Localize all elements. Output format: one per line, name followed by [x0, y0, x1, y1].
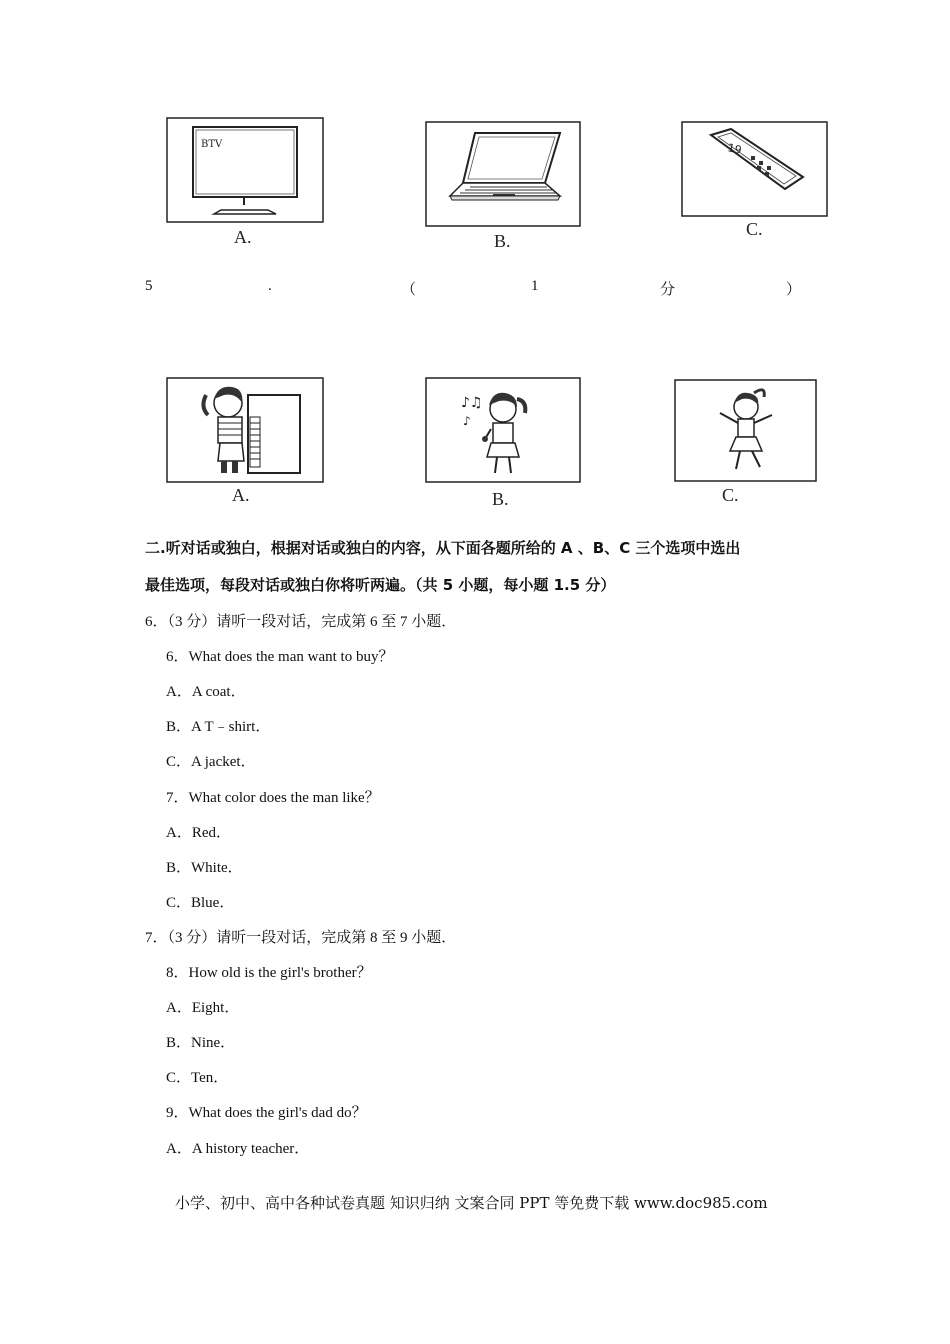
- option-c-label-2: C.: [722, 485, 739, 505]
- question-8-option-b: B．Nine．: [166, 1035, 236, 1051]
- question-8-text: 8．How old is the girl's brother？: [166, 965, 372, 981]
- question-8-option-c: C．Ten．: [166, 1070, 229, 1086]
- svg-text:19: 19: [726, 141, 743, 157]
- option-a-tv-picture: [166, 117, 326, 225]
- question-5-score: 1: [531, 278, 539, 294]
- girl-singing-icon: [425, 377, 582, 485]
- svg-text:♪♫: ♪♫: [461, 395, 483, 411]
- tv-icon: [166, 117, 326, 225]
- option-b-laptop-picture: [425, 121, 582, 228]
- option-b-singing-picture: [425, 377, 582, 485]
- option-a-label-2: A.: [232, 485, 250, 505]
- question-7-option-b: B．White．: [166, 860, 243, 876]
- question-6-intro: 6．（3 分）请听一段对话，完成第 6 至 7 小题．: [145, 614, 457, 630]
- option-b-label: B.: [494, 231, 511, 251]
- question-9-option-a: A．A history teacher．: [166, 1141, 310, 1157]
- page-footer: 小学、初中、高中各种试卷真题 知识归纳 文案合同 PPT 等免费下载 www.doc985.com: [175, 1194, 768, 1212]
- question-6-option-b: B．A T﹣shirt．: [166, 719, 271, 735]
- option-c-dancing-picture: [674, 379, 818, 483]
- question-9-text: 9．What does the girl's dad do？: [166, 1105, 367, 1121]
- option-b-label-2: B.: [492, 489, 509, 509]
- question-5-close-paren: ）: [786, 282, 802, 298]
- question-6-option-c: C．A jacket．: [166, 754, 256, 770]
- option-a-piano-picture: [166, 377, 326, 485]
- svg-text:♪: ♪: [463, 414, 471, 428]
- question-5-dot: .: [268, 278, 272, 294]
- question-5-number: 5: [145, 278, 153, 294]
- section-2-heading-line-2: 最佳选项，每段对话或独白你将听两遍。（共 5 小题，每小题 1.5 分）: [145, 576, 616, 594]
- question-7-text: 7．What color does the man like？: [166, 790, 380, 806]
- option-a-label: A.: [234, 227, 252, 247]
- phone-icon: [681, 121, 829, 218]
- tv-screen-text: BTV: [201, 139, 223, 150]
- question-7-intro: 7．（3 分）请听一段对话，完成第 8 至 9 小题．: [145, 930, 457, 946]
- question-5-open-paren: （: [401, 282, 417, 298]
- question-7-option-a: A．Red．: [166, 825, 231, 841]
- option-c-phone-picture: [681, 121, 829, 218]
- section-2-heading-line-1: 二.听对话或独白，根据对话或独白的内容，从下面各题所给的 A 、B、C 三个选项中选出: [145, 539, 741, 557]
- girl-dancing-icon: [674, 379, 818, 483]
- laptop-icon: [425, 121, 582, 228]
- question-5-unit: 分: [660, 282, 676, 298]
- question-6-text: 6．What does the man want to buy？: [166, 649, 394, 665]
- question-7-option-c: C．Blue．: [166, 895, 235, 911]
- question-6-option-a: A．A coat．: [166, 684, 246, 700]
- option-c-label: C.: [746, 219, 763, 239]
- girl-piano-icon: [166, 377, 326, 485]
- question-8-option-a: A．Eight．: [166, 1000, 240, 1016]
